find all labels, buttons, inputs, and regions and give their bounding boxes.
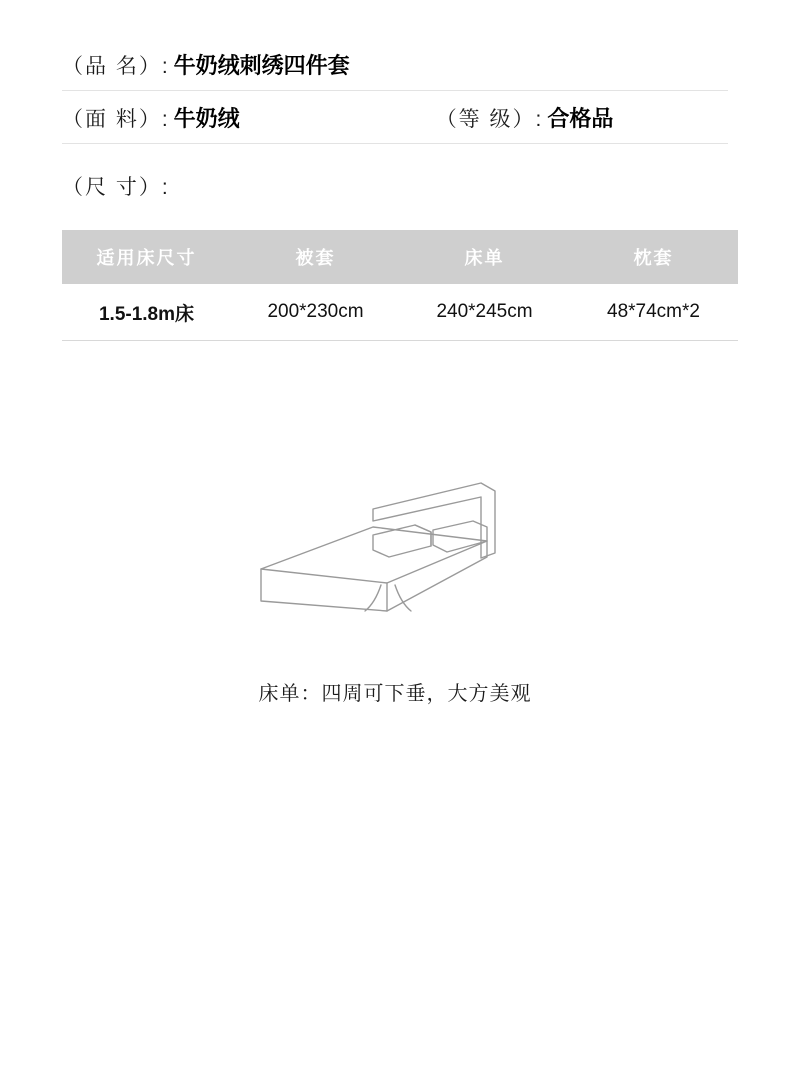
fabric-grade-row bbox=[62, 91, 728, 143]
table-header-cell: 适用床尺寸 bbox=[62, 230, 231, 284]
table-cell: 200*230cm bbox=[231, 284, 400, 341]
product-name-row bbox=[62, 38, 728, 90]
product-name-pair bbox=[62, 49, 350, 80]
size-table-head bbox=[62, 230, 738, 284]
size-table bbox=[62, 230, 738, 341]
spec-block bbox=[0, 38, 790, 90]
table-header-cell: 枕套 bbox=[569, 230, 738, 284]
size-table-wrap bbox=[62, 230, 728, 341]
size-label: （尺 寸）: bbox=[62, 176, 170, 199]
divider-2 bbox=[62, 143, 728, 144]
spec-block-2 bbox=[0, 91, 790, 143]
table-header-cell: 被套 bbox=[231, 230, 400, 284]
spec-block-3 bbox=[0, 158, 790, 214]
illustration-caption: 床单：四周可下垂，大方美观 bbox=[258, 683, 532, 705]
size-table-body bbox=[62, 284, 738, 341]
grade-value: 合格品 bbox=[547, 105, 614, 131]
grade-pair bbox=[436, 102, 614, 133]
fabric-value: 牛奶绒 bbox=[173, 105, 240, 131]
bed-icon bbox=[255, 461, 535, 641]
product-name-label: （品 名）: bbox=[62, 54, 170, 78]
size-heading-row bbox=[62, 158, 728, 214]
table-header-row bbox=[62, 230, 738, 284]
table-row bbox=[62, 284, 738, 341]
bed-illustration bbox=[0, 451, 790, 651]
product-spec-page bbox=[0, 38, 790, 1087]
fabric-label: （面 料）: bbox=[62, 107, 170, 131]
fabric-pair bbox=[62, 102, 240, 133]
table-cell: 240*245cm bbox=[400, 284, 569, 341]
table-cell: 1.5-1.8m床 bbox=[62, 284, 231, 341]
table-cell: 48*74cm*2 bbox=[569, 284, 738, 341]
grade-label: （等 级）: bbox=[435, 107, 544, 131]
product-name-value: 牛奶绒刺绣四件套 bbox=[173, 52, 350, 78]
table-header-cell: 床单 bbox=[400, 230, 569, 284]
